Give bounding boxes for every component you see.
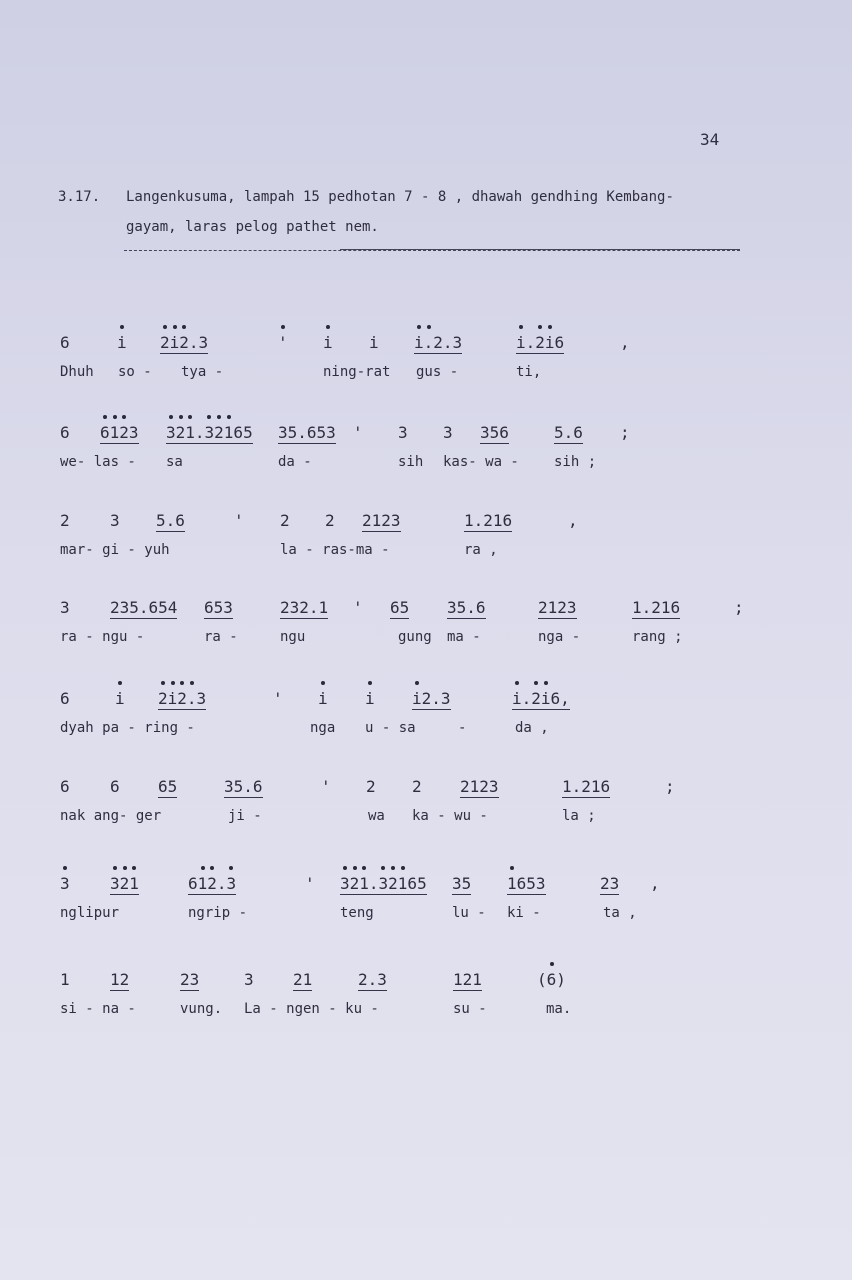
lyric-syllable: nga	[310, 720, 336, 736]
lyric-syllable: vung.	[180, 1001, 223, 1017]
note-group: 3	[60, 874, 70, 893]
octave-dot	[281, 325, 285, 329]
note-group: i	[117, 333, 127, 352]
note-group: ;	[734, 598, 744, 617]
note-group: 1.216	[632, 598, 681, 617]
lyric-syllable: ma -	[447, 629, 481, 645]
note-group: 2	[325, 511, 335, 530]
lyric-syllable: tya -	[181, 364, 224, 380]
octave-dot	[326, 325, 330, 329]
note-group: 35	[452, 874, 472, 893]
octave-dot	[173, 325, 177, 329]
octave-dot	[63, 866, 67, 870]
octave-dot	[182, 325, 186, 329]
note-group: '	[353, 423, 363, 442]
lyric-syllable: dyah pa - ring -	[60, 720, 195, 736]
section-title-line-2: gayam, laras pelog pathet nem.	[126, 219, 379, 235]
note-group: 2	[280, 511, 290, 530]
note-group: 321	[110, 874, 139, 893]
section-title-line-1: Langenkusuma, lampah 15 pedhotan 7 - 8 , dhawah gendhing Kembang-	[126, 189, 674, 205]
octave-dot	[229, 866, 233, 870]
note-group: i2.3	[412, 689, 451, 708]
octave-dot	[113, 866, 117, 870]
lyric-syllable: la ;	[562, 808, 596, 824]
octave-dot	[103, 415, 107, 419]
note-group: 35.6	[224, 777, 263, 796]
note-group: '	[278, 333, 288, 352]
section-number: 3.17.	[58, 189, 101, 205]
octave-dot	[179, 415, 183, 419]
note-group: 6	[60, 777, 70, 796]
note-group: 321.32165	[166, 423, 253, 442]
lyric-syllable: rang ;	[632, 629, 683, 645]
lyric-syllable: so -	[118, 364, 152, 380]
octave-dot	[161, 681, 165, 685]
lyric-syllable: ji -	[228, 808, 262, 824]
lyric-syllable: we- las -	[60, 454, 136, 470]
note-group: '	[321, 777, 331, 796]
note-group: 2	[412, 777, 422, 796]
octave-dot	[510, 866, 514, 870]
lyric-syllable: u - sa	[365, 720, 416, 736]
octave-dot	[321, 681, 325, 685]
lyric-syllable: gung	[398, 629, 432, 645]
octave-dot	[190, 681, 194, 685]
lyric-syllable: ngrip -	[188, 905, 248, 921]
note-group: '	[273, 689, 283, 708]
note-group: i	[369, 333, 379, 352]
note-group: 321.32165	[340, 874, 427, 893]
lyric-syllable: kas- wa -	[443, 454, 519, 470]
octave-dot	[548, 325, 552, 329]
octave-dot	[171, 681, 175, 685]
note-group: i	[115, 689, 125, 708]
note-group: '	[234, 511, 244, 530]
octave-dot	[180, 681, 184, 685]
note-group: 1.216	[464, 511, 513, 530]
note-group: i.2i6	[516, 333, 565, 352]
note-group: 612.3	[188, 874, 237, 893]
note-group: 1653	[507, 874, 546, 893]
note-group: 5.6	[554, 423, 583, 442]
note-group: 3	[110, 511, 120, 530]
lyric-syllable: nglipur	[60, 905, 120, 921]
note-group: 6	[110, 777, 120, 796]
octave-dot	[381, 866, 385, 870]
note-group: 2	[60, 511, 70, 530]
note-group: 3	[398, 423, 408, 442]
lyric-syllable: ra ,	[464, 542, 498, 558]
note-group: ;	[665, 777, 675, 796]
lyric-syllable: la - ras-ma -	[280, 542, 390, 558]
note-group: 35.653	[278, 423, 336, 442]
octave-dot	[210, 866, 214, 870]
note-group: 6	[60, 689, 70, 708]
lyric-syllable: gus -	[416, 364, 459, 380]
octave-dot	[343, 866, 347, 870]
octave-dot	[120, 325, 124, 329]
lyric-syllable: nga -	[538, 629, 581, 645]
note-group: ,	[568, 511, 578, 530]
note-group: 23	[180, 970, 200, 989]
note-group: i	[365, 689, 375, 708]
note-group: ;	[620, 423, 630, 442]
note-group: '	[353, 598, 363, 617]
note-group: 2123	[460, 777, 499, 796]
lyric-syllable: ka - wu -	[412, 808, 488, 824]
lyric-syllable: nak ang- ger	[60, 808, 162, 824]
octave-dot	[538, 325, 542, 329]
lyric-syllable: sih ;	[554, 454, 597, 470]
octave-dot	[163, 325, 167, 329]
lyric-syllable: da ,	[515, 720, 549, 736]
lyric-syllable: teng	[340, 905, 374, 921]
octave-dot	[123, 866, 127, 870]
octave-dot	[207, 415, 211, 419]
note-group: 653	[204, 598, 233, 617]
note-group: '	[305, 874, 315, 893]
octave-dot	[353, 866, 357, 870]
note-group: 35.6	[447, 598, 486, 617]
note-group: 2	[366, 777, 376, 796]
note-group: 3	[244, 970, 254, 989]
lyric-syllable: ta ,	[603, 905, 637, 921]
lyric-syllable: ki -	[507, 905, 541, 921]
note-group: 3	[60, 598, 70, 617]
note-group: 2.3	[358, 970, 387, 989]
lyric-syllable: si - na -	[60, 1001, 136, 1017]
octave-dot	[550, 962, 554, 966]
octave-dot	[515, 681, 519, 685]
octave-dot	[169, 415, 173, 419]
lyric-syllable: sa	[166, 454, 183, 470]
note-group: 2i2.3	[158, 689, 207, 708]
note-group: 2123	[538, 598, 577, 617]
octave-dot	[118, 681, 122, 685]
lyric-syllable: mar- gi - yuh	[60, 542, 170, 558]
lyric-syllable: ngu	[280, 629, 306, 645]
note-group: 232.1	[280, 598, 329, 617]
octave-dot	[415, 681, 419, 685]
note-group: 6123	[100, 423, 139, 442]
note-group: 2i2.3	[160, 333, 209, 352]
note-group: 1.216	[562, 777, 611, 796]
note-group: 6	[60, 333, 70, 352]
note-group: 3	[443, 423, 453, 442]
note-group: 12	[110, 970, 130, 989]
octave-dot	[122, 415, 126, 419]
lyric-syllable: su -	[453, 1001, 487, 1017]
heading-rule	[124, 250, 740, 251]
note-group: 65	[390, 598, 410, 617]
octave-dot	[132, 866, 136, 870]
note-group: 5.6	[156, 511, 185, 530]
octave-dot	[519, 325, 523, 329]
note-group: 121	[453, 970, 482, 989]
note-group: 2123	[362, 511, 401, 530]
octave-dot	[391, 866, 395, 870]
octave-dot	[401, 866, 405, 870]
octave-dot	[417, 325, 421, 329]
note-group: (6)	[537, 970, 566, 989]
lyric-syllable: Dhuh	[60, 364, 94, 380]
note-group: 1	[60, 970, 70, 989]
lyric-syllable: ning-rat	[323, 364, 391, 380]
octave-dot	[368, 681, 372, 685]
octave-dot	[534, 681, 538, 685]
note-group: 21	[293, 970, 313, 989]
octave-dot	[217, 415, 221, 419]
note-group: 23	[600, 874, 620, 893]
lyric-syllable: ma.	[546, 1001, 572, 1017]
octave-dot	[227, 415, 231, 419]
page-number: 34	[700, 130, 720, 149]
octave-dot	[427, 325, 431, 329]
octave-dot	[201, 866, 205, 870]
note-group: i.2i6,	[512, 689, 570, 708]
heading-rule-solid	[340, 249, 740, 250]
lyric-syllable: da -	[278, 454, 312, 470]
lyric-syllable: wa	[368, 808, 385, 824]
note-group: 235.654	[110, 598, 178, 617]
lyric-syllable: sih	[398, 454, 424, 470]
note-group: 65	[158, 777, 178, 796]
lyric-syllable: ra -	[204, 629, 238, 645]
note-group: ,	[650, 874, 660, 893]
note-group: ,	[620, 333, 630, 352]
lyric-syllable: ra - ngu -	[60, 629, 145, 645]
lyric-syllable: lu -	[452, 905, 486, 921]
lyric-syllable: La - ngen - ku -	[244, 1001, 379, 1017]
note-group: 6	[60, 423, 70, 442]
octave-dot	[188, 415, 192, 419]
note-group: 356	[480, 423, 509, 442]
lyric-syllable: -	[458, 720, 467, 736]
octave-dot	[544, 681, 548, 685]
note-group: i.2.3	[414, 333, 463, 352]
octave-dot	[362, 866, 366, 870]
note-group: i	[323, 333, 333, 352]
lyric-syllable: ti,	[516, 364, 542, 380]
note-group: i	[318, 689, 328, 708]
octave-dot	[113, 415, 117, 419]
